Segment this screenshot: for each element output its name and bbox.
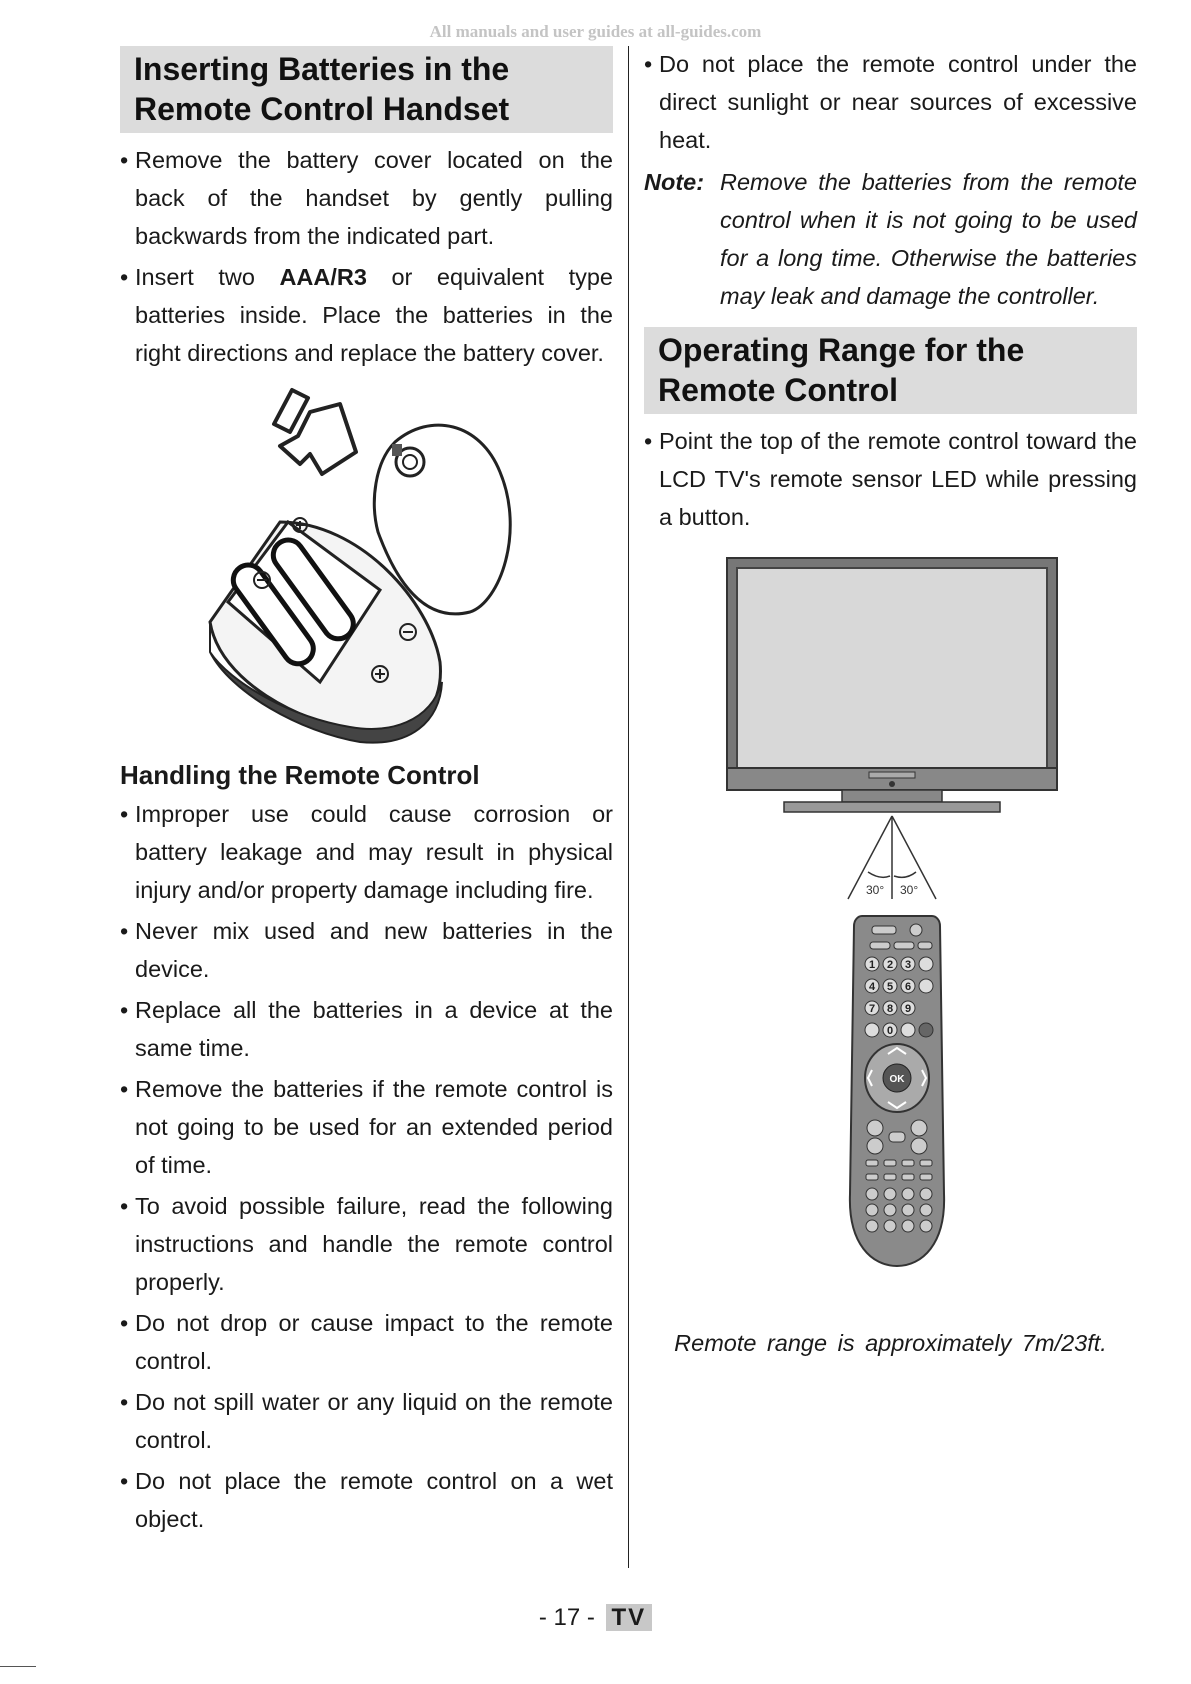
key-5: 5: [886, 981, 894, 993]
handling-item: • Do not spill water or any liquid on the remote control.: [120, 1383, 613, 1459]
left-column: [120, 46, 613, 1538]
key-0: 0: [886, 1025, 894, 1037]
handling-list: [120, 795, 613, 1538]
remote-icon: [850, 916, 944, 1266]
handling-item: • Do not place the remote control on a wet object.: [120, 1462, 613, 1538]
sunlight-list: [644, 45, 1137, 159]
range-item: • Point the top of the remote control toward the LCD TV's remote sensor LED while pressing a button.: [644, 422, 1137, 536]
right-column: [644, 46, 1137, 1357]
key-1: 1: [868, 959, 876, 971]
tv-icon: [727, 558, 1057, 812]
handling-item: • Remove the batteries if the remote control is not going to be used for an extended period of time.: [120, 1070, 613, 1184]
range-illustration: [644, 554, 1137, 1324]
page-number: - 17 -: [538, 1604, 595, 1631]
ok-key: OK: [889, 1074, 905, 1085]
battery-note: [644, 163, 1137, 315]
page-footer: [0, 1604, 1191, 1632]
battery-illustration: [180, 382, 613, 754]
section-title-line: Remote Control: [658, 372, 898, 408]
note-label: Note:: [644, 169, 705, 195]
range-list: [644, 422, 1137, 536]
section-title-line: Inserting Batteries in the: [134, 51, 510, 87]
note-text: Remove the batteries from the remote control when it is not going to be used for a long time. Otherwise the batteries may leak and damage the controller.: [720, 169, 1137, 309]
section-title-line: Operating Range for the: [658, 332, 1025, 368]
handling-title: Handling the Remote Control: [120, 760, 480, 790]
key-7: 7: [868, 1003, 876, 1015]
angle-right: 30°: [900, 883, 919, 897]
handling-item: • Replace all the batteries in a device at the same time.: [120, 991, 613, 1067]
section-title-line: Remote Control Handset: [134, 91, 510, 127]
handling-item: • Never mix used and new batteries in the device.: [120, 912, 613, 988]
battery-type: AAA/R3: [279, 264, 367, 290]
battery-step: [120, 258, 613, 372]
section-title-range: [644, 327, 1137, 414]
range-caption: Remote range is approximately 7m/23ft.: [674, 1330, 1107, 1356]
key-4: 4: [868, 981, 876, 993]
section-tag: TV: [606, 1604, 653, 1631]
sunlight-item: • Do not place the remote control under the direct sunlight or near sources of excessive heat.: [644, 45, 1137, 159]
handling-item: • Improper use could cause corrosion or battery leakage and may result in physical injury and/or property damage including fire.: [120, 795, 613, 909]
battery-steps-list: [120, 141, 613, 372]
handling-item: • To avoid possible failure, read the following instructions and handle the remote control properly.: [120, 1187, 613, 1301]
handling-item: • Do not drop or cause impact to the remote control.: [120, 1304, 613, 1380]
key-9: 9: [904, 1003, 912, 1015]
key-3: 3: [904, 959, 912, 971]
key-6: 6: [904, 981, 912, 993]
angle-left: 30°: [866, 883, 885, 897]
step-text: Insert two: [135, 264, 255, 290]
corner-mark: [0, 1666, 36, 1667]
column-divider: [628, 46, 629, 1568]
section-title-batteries: [120, 46, 613, 133]
step-text: or equivalent type batteries inside. Place the batteries in the right directions and replace the battery cover.: [135, 264, 614, 366]
watermark: All manuals and user guides at all-guides.com: [429, 22, 762, 41]
key-8: 8: [886, 1003, 894, 1015]
battery-step: • Remove the battery cover located on the back of the handset by gently pulling backwards from the indicated part.: [120, 141, 613, 255]
key-2: 2: [886, 959, 894, 971]
